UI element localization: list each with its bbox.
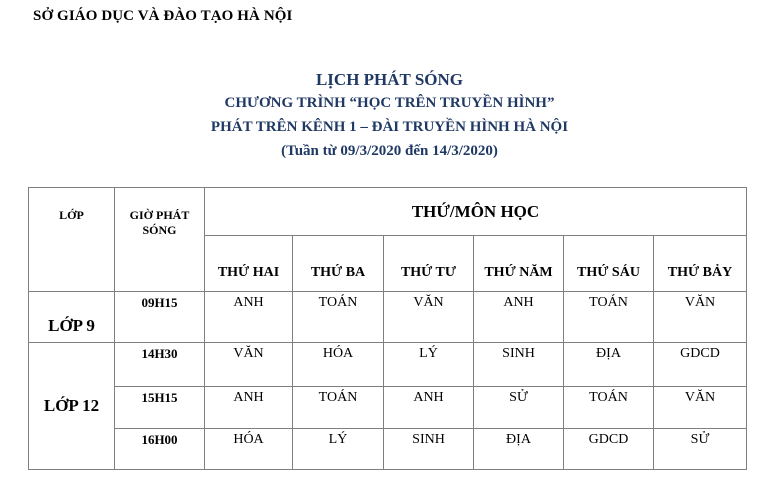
subject-cell: TOÁN bbox=[293, 292, 384, 343]
subject-cell: ANH bbox=[474, 292, 564, 343]
subject-cell: SINH bbox=[474, 343, 564, 387]
broadcast-time: 16H00 bbox=[115, 429, 205, 470]
broadcast-schedule-table bbox=[28, 187, 747, 470]
table-row bbox=[29, 387, 747, 429]
subject-cell: GDCD bbox=[654, 343, 747, 387]
subject-cell: VĂN bbox=[205, 343, 293, 387]
class-label: LỚP 9 bbox=[29, 292, 115, 343]
subject-cell: ANH bbox=[205, 292, 293, 343]
schedule-title: LỊCH PHÁT SÓNG bbox=[315, 70, 464, 89]
week-range: (Tuần từ 09/3/2020 đến 14/3/2020) bbox=[281, 143, 498, 159]
channel-info: PHÁT TRÊN KÊNH 1 – ĐÀI TRUYỀN HÌNH HÀ NỘI bbox=[210, 119, 569, 135]
subject-cell: HÓA bbox=[205, 429, 293, 470]
subject-cell: VĂN bbox=[654, 292, 747, 343]
header-day-subject: THỨ/MÔN HỌC bbox=[205, 188, 747, 236]
broadcast-time: 14H30 bbox=[115, 343, 205, 387]
subject-cell: TOÁN bbox=[293, 387, 384, 429]
header-day: THỨ SÁU bbox=[564, 236, 654, 292]
subject-cell: ĐỊA bbox=[564, 343, 654, 387]
table-row bbox=[29, 292, 747, 343]
subject-cell: LÝ bbox=[384, 343, 474, 387]
subject-cell: SINH bbox=[384, 429, 474, 470]
subject-cell: TOÁN bbox=[564, 292, 654, 343]
header-class: LỚP bbox=[29, 188, 115, 292]
header-day: THỨ HAI bbox=[205, 236, 293, 292]
subject-cell: VĂN bbox=[384, 292, 474, 343]
organization-name: SỞ GIÁO DỤC VÀ ĐÀO TẠO HÀ NỘI bbox=[33, 8, 293, 24]
table-row bbox=[29, 343, 747, 387]
subject-cell: TOÁN bbox=[564, 387, 654, 429]
subject-cell: SỬ bbox=[474, 387, 564, 429]
subject-cell: HÓA bbox=[293, 343, 384, 387]
subject-cell: ĐỊA bbox=[474, 429, 564, 470]
subject-cell: SỬ bbox=[654, 429, 747, 470]
header-day: THỨ TƯ bbox=[384, 236, 474, 292]
broadcast-time: 09H15 bbox=[115, 292, 205, 343]
class-label: LỚP 12 bbox=[29, 343, 115, 470]
subject-cell: ANH bbox=[384, 387, 474, 429]
header-day: THỨ NĂM bbox=[474, 236, 564, 292]
broadcast-time: 15H15 bbox=[115, 387, 205, 429]
subject-cell: VĂN bbox=[654, 387, 747, 429]
program-name: CHƯƠNG TRÌNH “HỌC TRÊN TRUYỀN HÌNH” bbox=[224, 95, 555, 111]
table-header-row bbox=[29, 188, 747, 236]
header-day: THỨ BẢY bbox=[654, 236, 747, 292]
header-broadcast-time: GIỜ PHÁT SÓNG bbox=[115, 188, 205, 292]
table-row bbox=[29, 429, 747, 470]
subject-cell: GDCD bbox=[564, 429, 654, 470]
subject-cell: ANH bbox=[205, 387, 293, 429]
subject-cell: LÝ bbox=[293, 429, 384, 470]
header-day: THỨ BA bbox=[293, 236, 384, 292]
